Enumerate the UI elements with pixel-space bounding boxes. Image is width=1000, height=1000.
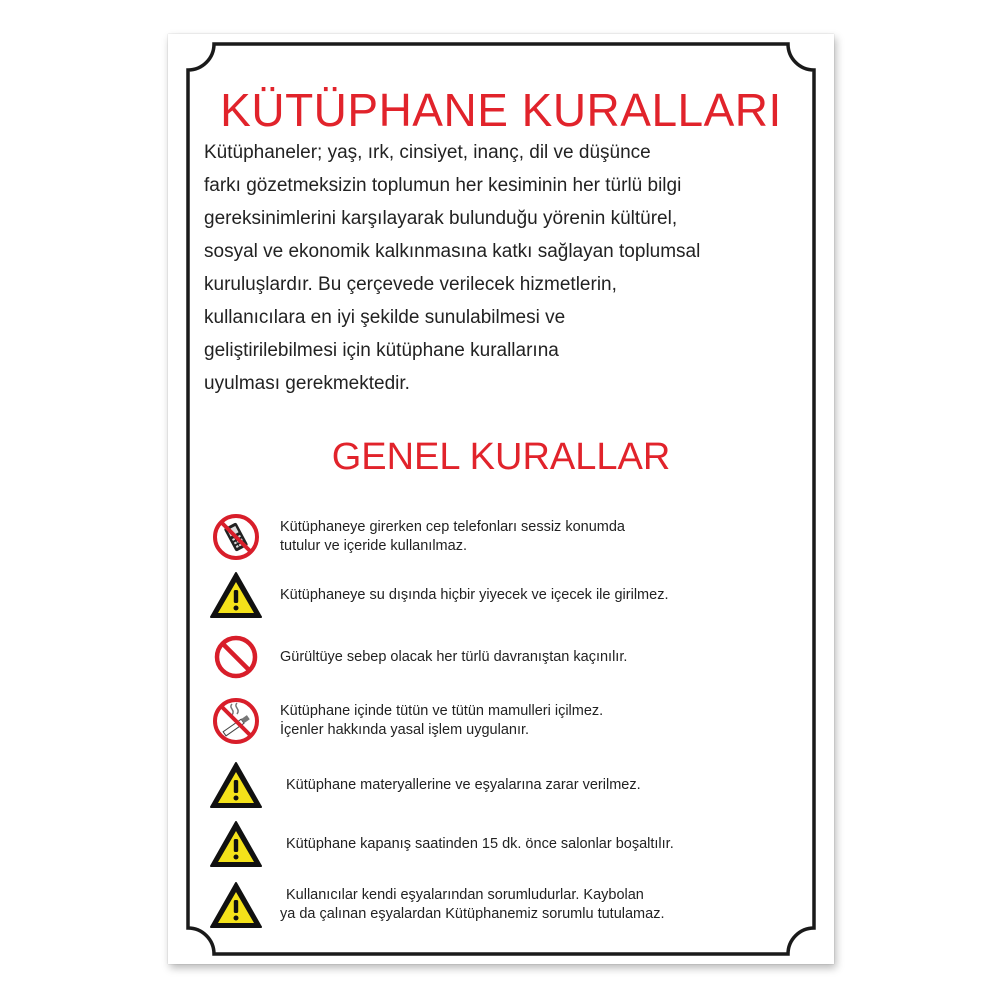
intro-line: kuruluşlardır. Bu çerçevede verilecek hizmetlerin, xyxy=(204,274,617,295)
rule-item xyxy=(208,696,818,746)
no-smoking-icon xyxy=(208,696,264,746)
rule-text: Kütüphaneye su dışında hiçbir yiyecek ve içecek ile girilmez. xyxy=(280,586,669,603)
rule-text: Kütüphane kapanış saatinden 15 dk. önce salonlar boşaltılır. xyxy=(286,835,674,852)
intro-line: sosyal ve ekonomik kalkınmasına katkı sağlayan toplumsal xyxy=(204,241,701,262)
warning-icon xyxy=(208,760,264,810)
rule-text: Kütüphane içinde tütün ve tütün mamulleri içilmez. xyxy=(280,703,604,719)
warning-icon xyxy=(208,570,264,620)
intro-line: uyulması gerekmektedir. xyxy=(204,373,410,394)
warning-icon xyxy=(208,819,264,869)
rule-text: Gürültüye sebep olacak her türlü davranıştan kaçınılır. xyxy=(280,648,628,665)
prohibited-icon xyxy=(208,632,264,682)
rule-text: Kullanıcılar kendi eşyalarından sorumludurlar. Kaybolan xyxy=(286,887,644,903)
warning-icon xyxy=(208,880,264,930)
intro-line: kullanıcılara en iyi şekilde sunulabilmesi ve xyxy=(204,307,566,328)
rule-item xyxy=(208,632,818,682)
intro-line: geliştirilebilmesi için kütüphane kurallarına xyxy=(204,340,559,361)
intro-line: farkı gözetmeksizin toplumun her kesiminin her türlü bilgi xyxy=(204,175,682,196)
library-rules-sign xyxy=(168,34,834,964)
intro-line: Kütüphaneler; yaş, ırk, cinsiyet, inanç, dil ve düşünce xyxy=(204,142,651,163)
rule-item xyxy=(208,760,818,810)
intro-line: gereksinimlerini karşılayarak bulunduğu yörenin kültürel, xyxy=(204,208,678,229)
intro-paragraph xyxy=(204,136,814,400)
rule-text: Kütüphaneye girerken cep telefonları sessiz konumda xyxy=(280,519,625,535)
section-title: GENEL KURALLAR xyxy=(331,436,671,478)
rule-text: İçenler hakkında yasal işlem uygulanır. xyxy=(280,722,530,738)
no-phone-icon xyxy=(208,512,264,562)
page-title: KÜTÜPHANE KURALLARI xyxy=(220,84,782,136)
rule-item xyxy=(208,819,818,869)
rule-text: ya da çalınan eşyalardan Kütüphanemiz sorumlu tutulamaz. xyxy=(280,906,665,922)
rule-text: Kütüphane materyallerine ve eşyalarına zarar verilmez. xyxy=(286,776,641,793)
rule-text: tutulur ve içeride kullanılmaz. xyxy=(280,538,467,554)
rule-item xyxy=(208,570,818,620)
rule-item xyxy=(208,512,818,562)
rule-item xyxy=(208,880,818,930)
